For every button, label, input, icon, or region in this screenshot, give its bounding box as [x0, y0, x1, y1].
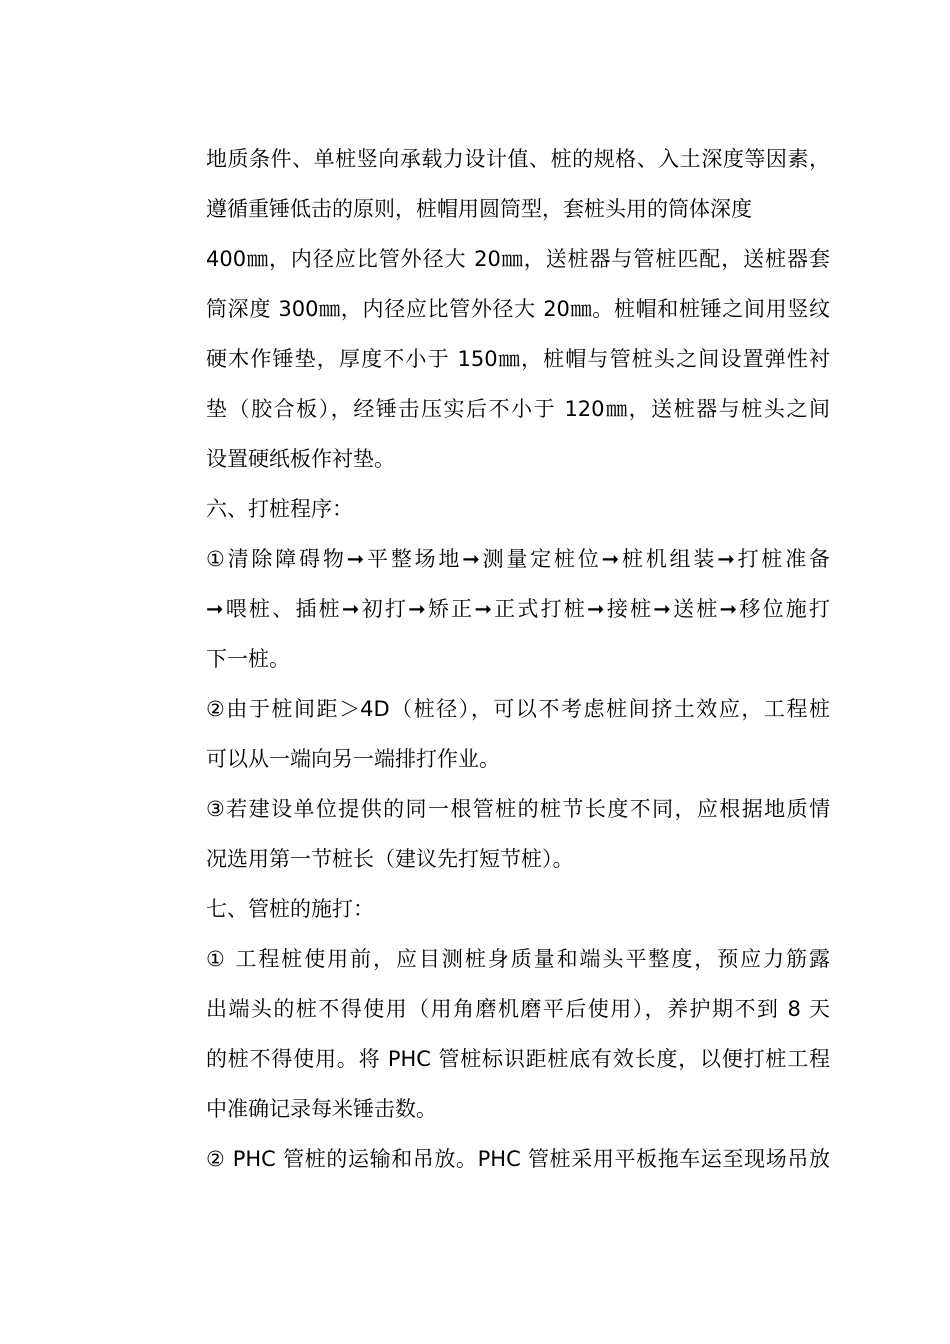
section-heading: 七、管桩的施打：: [206, 897, 374, 921]
text-line: ② PHC 管桩的运输和吊放。PHC 管桩采用平板拖车运至现场吊放: [206, 1147, 830, 1171]
text-line: 遵循重锤低击的原则，桩帽用圆筒型，套桩头用的筒体深度: [206, 197, 752, 221]
text-line: 设置硬纸板作衬垫。: [206, 447, 395, 471]
text-line: 硬木作锤垫，厚度不小于 150㎜，桩帽与管桩头之间设置弹性衬: [206, 347, 830, 371]
text-line: 400㎜，内径应比管外径大 20㎜，送桩器与管桩匹配，送桩器套: [206, 247, 830, 271]
text-line: 中准确记录每米锤击数。: [206, 1097, 437, 1121]
text-line: ➞喂桩、插桩➞初打➞矫正➞正式打桩➞接桩➞送桩➞移位施打: [206, 597, 830, 621]
text-line: ①清除障碍物➞平整场地➞测量定桩位➞桩机组装➞打桩准备: [206, 547, 830, 571]
text-line: 垫（胶合板），经锤击压实后不小于 120㎜，送桩器与桩头之间: [206, 397, 830, 421]
text-line: 地质条件、单桩竖向承载力设计值、桩的规格、入土深度等因素，: [206, 147, 830, 171]
text-line: ① 工程桩使用前，应目测桩身质量和端头平整度，预应力筋露: [206, 947, 830, 971]
text-line: 的桩不得使用。将 PHC 管桩标识距桩底有效长度，以便打桩工程: [206, 1047, 830, 1071]
text-line: 筒深度 300㎜，内径应比管外径大 20㎜。桩帽和桩锤之间用竖纹: [206, 297, 830, 321]
text-line: 况选用第一节桩长（建议先打短节桩）。: [206, 847, 574, 871]
section-heading: 六、打桩程序：: [206, 497, 353, 521]
text-line: ③若建设单位提供的同一根管桩的桩节长度不同，应根据地质情: [206, 797, 830, 821]
text-line: 出端头的桩不得使用（用角磨机磨平后使用），养护期不到 8 天: [206, 997, 830, 1021]
text-line: 下一桩。: [206, 647, 290, 671]
text-line: ②由于桩间距＞4D（桩径），可以不考虑桩间挤土效应，工程桩: [206, 697, 830, 721]
text-line: 可以从一端向另一端排打作业。: [206, 747, 500, 771]
document-body: [206, 134, 830, 1184]
